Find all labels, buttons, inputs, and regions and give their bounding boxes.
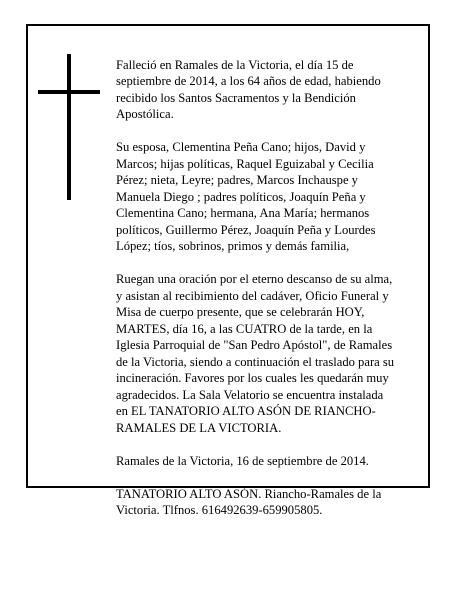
place-and-date: Ramales de la Victoria, 16 de septiembre de 2014. [116, 453, 369, 468]
family-list: Su esposa, Clementina Peña Cano; hijos, David y Marcos; hijas políticas, Raquel Eguizabal y Cecilia Pérez; nieta, Leyre; padres, Marcos Inchauspe y Manuela Diego ; padres políticos, Joaquín Peña y Clementina Cano; hermana, Ana María; hermanos políticos, Guillermo Pérez, Joaquín Peña y Lourdes López; tíos, sobrinos, primos y demás familia, [116, 140, 376, 253]
funeral-details: Ruegan una oración por el eterno descanso de su alma, y asistan al recibimiento del cadáver, Oficio Funeral y Misa de cuerpo presente, que se celebrarán HOY, MARTES, día 16, a las CUATRO de la tarde, en la Iglesia Parroquial de "San Pedro Apóstol", de Ramales de la Victoria, siendo a continuación el traslado para su incineración. Favores por los cuales les quedarán muy agradecidos. La Sala Velatorio se encuentra instalada en EL TANATORIO ALTO ASÓN DE RIANCHO- RAMALES DE LA VICTORIA. [116, 272, 395, 435]
cross-vertical-bar [67, 54, 71, 200]
death-announcement: Falleció en Ramales de la Victoria, el día 15 de septiembre de 2014, a los 64 años de edad, habiendo recibido los Santos Sacramentos y la Bendición Apostólica. [116, 57, 381, 121]
cross-horizontal-bar [38, 90, 100, 94]
obituary-notice [26, 24, 430, 517]
funeral-home-contact: TANATORIO ALTO ASÓN. Riancho-Ramales de la Victoria. Tlfnos. 616492639-659905805. [116, 486, 382, 517]
cross-icon [38, 54, 100, 200]
obituary-text [116, 40, 422, 535]
